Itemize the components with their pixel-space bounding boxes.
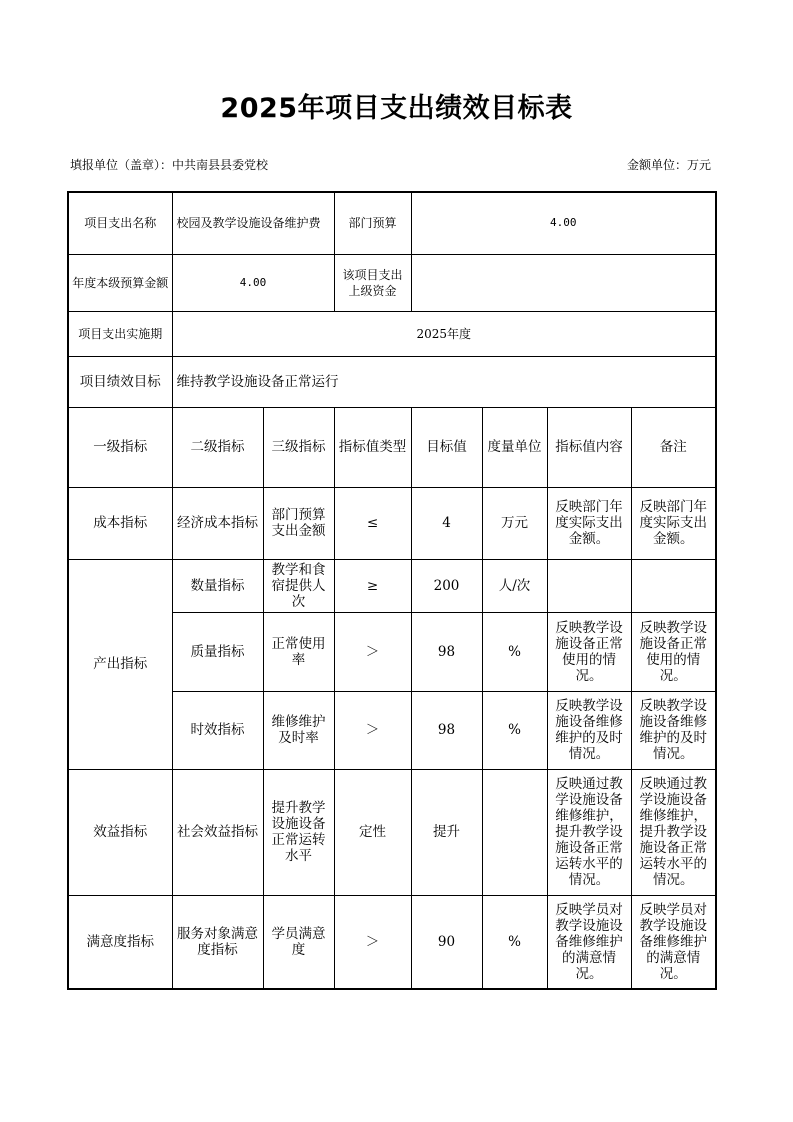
header-content: 指标值内容: [547, 407, 631, 487]
type-cell: ＞: [334, 895, 411, 989]
info-row-project: [68, 192, 716, 254]
level2-cell: 数量指标: [172, 559, 263, 612]
content-cell: 反映学员对教学设施设备维修维护的满意情况。: [547, 895, 631, 989]
content-cell: 反映通过教学设施设备维修维护，提升教学设施设备正常运转水平的情况。: [547, 769, 631, 895]
remark-cell: 反映教学设施设备维修维护的及时情况。: [631, 691, 716, 769]
remark-cell: 反映学员对教学设施设备维修维护的满意情况。: [631, 895, 716, 989]
level1-cell: 满意度指标: [68, 895, 172, 989]
level1-cell: 成本指标: [68, 487, 172, 559]
superior-funds-label: 该项目支出上级资金: [334, 254, 411, 311]
level3-cell: 维修维护及时率: [263, 691, 334, 769]
unit-cell: %: [482, 895, 547, 989]
table-row: [68, 559, 716, 612]
unit-cell: [482, 769, 547, 895]
level3-cell: 提升教学设施设备正常运转水平: [263, 769, 334, 895]
info-row-budget: [68, 254, 716, 311]
content-cell: [547, 559, 631, 612]
unit-cell: %: [482, 612, 547, 691]
amount-unit: 金额单位：万元: [626, 158, 711, 172]
header-type: 指标值类型: [334, 407, 411, 487]
content-cell: 反映教学设施设备正常使用的情况。: [547, 612, 631, 691]
dept-budget-value: 4.00: [411, 192, 716, 254]
dept-budget-label: 部门预算: [334, 192, 411, 254]
table-row: [68, 769, 716, 895]
performance-target-table: [67, 191, 717, 990]
annual-budget-value: 4.00: [172, 254, 334, 311]
type-cell: ≥: [334, 559, 411, 612]
remark-cell: 反映教学设施设备正常使用的情况。: [631, 612, 716, 691]
unit-cell: %: [482, 691, 547, 769]
content-cell: 反映教学设施设备维修维护的及时情况。: [547, 691, 631, 769]
level3-cell: 正常使用率: [263, 612, 334, 691]
page-title: 2025年项目支出绩效目标表: [220, 93, 573, 124]
superior-funds-value: [411, 254, 716, 311]
remark-cell: [631, 559, 716, 612]
header-level3: 三级指标: [263, 407, 334, 487]
level2-cell: 服务对象满意度指标: [172, 895, 263, 989]
period-value: 2025年度: [172, 311, 716, 356]
indicator-header-row: [68, 407, 716, 487]
info-row-period: [68, 311, 716, 356]
type-cell: ＞: [334, 691, 411, 769]
level1-cell: 产出指标: [68, 559, 172, 769]
remark-cell: 反映通过教学设施设备维修维护，提升教学设施设备正常运转水平的情况。: [631, 769, 716, 895]
header-level2: 二级指标: [172, 407, 263, 487]
target-cell: 98: [411, 612, 482, 691]
table-row: [68, 895, 716, 989]
filing-unit: 填报单位（盖章）：中共南县县委党校: [70, 158, 269, 172]
type-cell: 定性: [334, 769, 411, 895]
target-cell: 200: [411, 559, 482, 612]
info-row-goal: [68, 356, 716, 407]
level2-cell: 社会效益指标: [172, 769, 263, 895]
table-row: [68, 487, 716, 559]
level2-cell: 质量指标: [172, 612, 263, 691]
goal-value: 维持教学设施设备正常运行: [172, 356, 716, 407]
remark-cell: 反映部门年度实际支出金额。: [631, 487, 716, 559]
project-name-label: 项目支出名称: [68, 192, 172, 254]
unit-cell: 人/次: [482, 559, 547, 612]
type-cell: ＞: [334, 612, 411, 691]
level3-cell: 部门预算支出金额: [263, 487, 334, 559]
unit-cell: 万元: [482, 487, 547, 559]
target-cell: 提升: [411, 769, 482, 895]
level1-cell: 效益指标: [68, 769, 172, 895]
level3-cell: 学员满意度: [263, 895, 334, 989]
target-cell: 4: [411, 487, 482, 559]
type-cell: ≤: [334, 487, 411, 559]
header-unit: 度量单位: [482, 407, 547, 487]
level3-cell: 教学和食宿提供人次: [263, 559, 334, 612]
period-label: 项目支出实施期: [68, 311, 172, 356]
goal-label: 项目绩效目标: [68, 356, 172, 407]
project-name-value: 校园及教学设施设备维护费: [172, 192, 334, 254]
level2-cell: 时效指标: [172, 691, 263, 769]
annual-budget-label: 年度本级预算金额: [68, 254, 172, 311]
header-level1: 一级指标: [68, 407, 172, 487]
target-cell: 98: [411, 691, 482, 769]
header-target: 目标值: [411, 407, 482, 487]
level2-cell: 经济成本指标: [172, 487, 263, 559]
content-cell: 反映部门年度实际支出金额。: [547, 487, 631, 559]
target-cell: 90: [411, 895, 482, 989]
header-remark: 备注: [631, 407, 716, 487]
